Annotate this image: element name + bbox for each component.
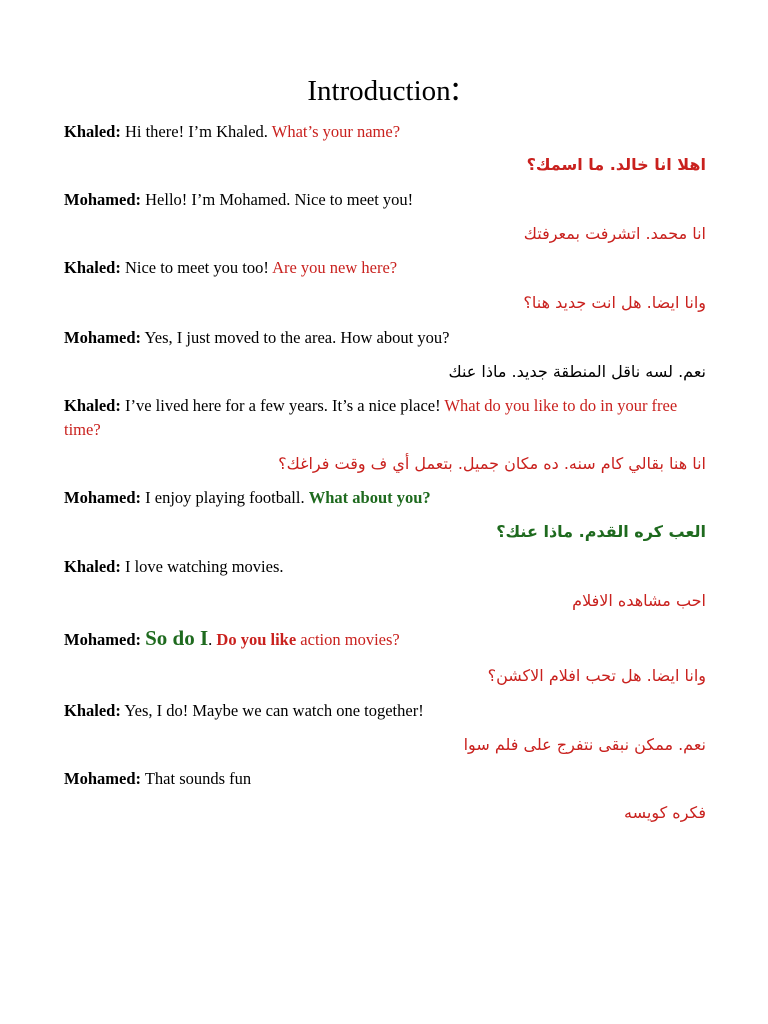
- english-line-7: [64, 555, 706, 579]
- arabic-line-3: وانا ايضا. هل انت جديد هنا؟: [523, 293, 706, 312]
- highlight-red: What’s your name?: [271, 122, 401, 141]
- english-line-2: [64, 188, 706, 212]
- highlight-red: Are you new here?: [272, 258, 398, 277]
- arabic-line-7: احب مشاهده الافلام: [572, 591, 706, 610]
- speaker-label: Mohamed:: [64, 488, 141, 507]
- line-text: I enjoy playing football.: [141, 488, 309, 507]
- speaker-label: Khaled:: [64, 557, 121, 576]
- speaker-label: Mohamed:: [64, 769, 141, 788]
- line-text: Hello! I’m Mohamed. Nice to meet you!: [141, 190, 414, 209]
- english-line-6: [64, 486, 706, 510]
- english-line-5: [64, 394, 706, 442]
- speaker-label: Khaled:: [64, 396, 121, 415]
- line-text: Yes, I just moved to the area. How about you?: [141, 328, 450, 347]
- highlight-green-large: So do I: [145, 626, 209, 650]
- highlight-red-bold: Do you like: [216, 630, 297, 649]
- arabic-line-6: العب كره القدم. ماذا عنك؟: [496, 522, 706, 541]
- english-line-9: [64, 699, 706, 723]
- english-line-10: [64, 767, 706, 791]
- speaker-label: Khaled:: [64, 122, 121, 141]
- line-text: Nice to meet you too!: [120, 258, 273, 277]
- line-text: I love watching movies.: [120, 557, 284, 576]
- title-text: Introduction: [307, 75, 451, 107]
- arabic-line-2: انا محمد. اتشرفت بمعرفتك: [523, 224, 706, 243]
- arabic-line-9: نعم. ممكن نبقى نتفرج على فلم سوا: [463, 735, 706, 754]
- speaker-label: Mohamed:: [64, 328, 141, 347]
- english-line-3: [64, 256, 706, 280]
- highlight-red: action movies?: [296, 630, 400, 649]
- line-text: I’ve lived here for a few years. It’s a nice place!: [120, 396, 445, 415]
- title-colon: :: [450, 68, 461, 108]
- english-line-8: [64, 626, 706, 652]
- line-text: Hi there! I’m Khaled.: [120, 122, 272, 141]
- arabic-line-5: انا هنا بقالي كام سنه. ده مكان جميل. بتعمل أي ف وقت فراغك؟: [278, 454, 706, 473]
- line-dot: .: [208, 630, 217, 649]
- highlight-red: What do you like to do in your free time?: [64, 396, 678, 439]
- speaker-label: Khaled:: [64, 701, 121, 720]
- page-title: [0, 70, 768, 109]
- arabic-line-10: فكره كويسه: [624, 803, 706, 822]
- arabic-line-4: نعم. لسه ناقل المنطقة جديد. ماذا عنك: [448, 362, 706, 381]
- speaker-label: Mohamed:: [64, 190, 141, 209]
- speaker-label: Mohamed:: [64, 630, 141, 649]
- arabic-line-8: وانا ايضا. هل تحب افلام الاكشن؟: [487, 666, 706, 685]
- english-line-1: [64, 120, 706, 144]
- arabic-line-1: اهلا انا خالد. ما اسمك؟: [526, 155, 706, 174]
- english-line-4: [64, 326, 706, 350]
- line-text: That sounds fun: [141, 769, 252, 788]
- line-text: Yes, I do! Maybe we can watch one together!: [120, 701, 424, 720]
- highlight-green: What about you?: [308, 488, 431, 507]
- speaker-label: Khaled:: [64, 258, 121, 277]
